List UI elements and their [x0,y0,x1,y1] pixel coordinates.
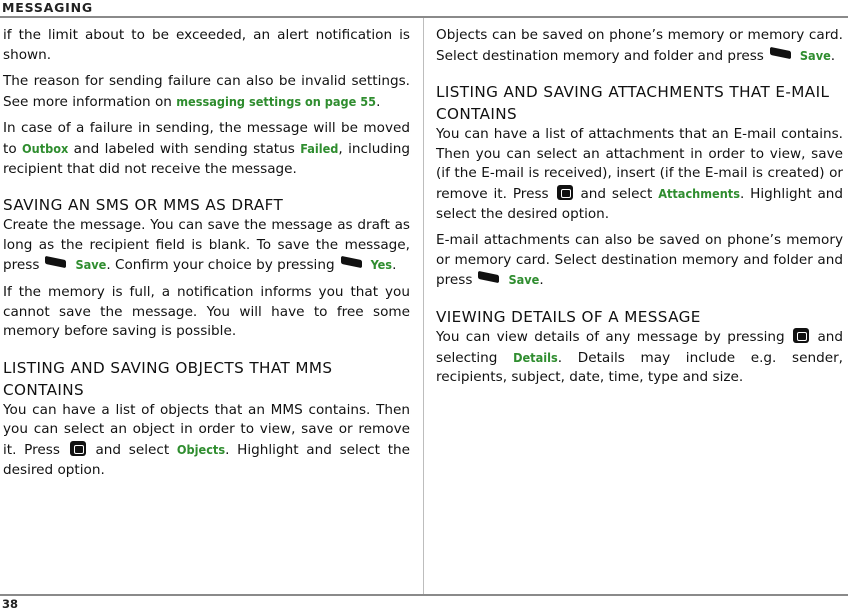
section-heading-details: VIEWING DETAILS OF A MESSAGE [436,307,701,326]
text: In case of a failure in sending, the message will be moved to [3,120,410,157]
paragraph [3,283,410,342]
header-title: MESSAGING [2,0,93,15]
text: . Confirm your choice by pressing [106,257,335,274]
messaging-settings-link[interactable]: messaging settings on page 55 [176,93,377,109]
text: . [539,272,544,289]
left-column [3,26,410,487]
paragraph [3,216,410,276]
page-number: 38 [2,597,19,611]
text: E-mail attachments can also be saved on phone’s memory or memory card. Select destination memory and folder and press [436,232,843,289]
text: Create the message. You can save the message as draft as long as the recipient field is blank. To save the message, press [3,217,410,274]
left-softkey-icon [476,270,502,286]
section-heading-draft: SAVING AN SMS OR MMS AS DRAFT [3,196,284,215]
text: . Details may include e.g. sender, recipients, subject, date, time, type and size. [436,349,843,386]
options-key-icon [557,185,573,200]
paragraph [3,72,410,112]
footer-rule [0,594,848,596]
keyword-attachments: Attachments [658,185,740,201]
keyword-objects: Objects [176,441,226,457]
text: . Highlight and select the desired option. [3,441,411,478]
text: You can have a list of objects that an MMS contains. Then you can select an object in order to view, save or remove it. Press [3,401,410,458]
left-softkey-icon [768,46,794,62]
paragraph [3,26,410,65]
keyword-save: Save [508,272,540,288]
text: . [376,93,381,110]
text: You can view details of any message by pressing [436,328,785,345]
options-key-icon [793,328,809,343]
text: and labeled with sending status [68,140,301,157]
paragraph [436,26,843,66]
section-heading-attachments: LISTING AND SAVING ATTACHMENTS THAT E-MAIL CONTAINS [436,83,830,124]
text: . [392,257,397,274]
options-key-icon [70,441,86,456]
keyword-save: Save [799,47,831,63]
text: and select [580,185,659,202]
text: if the limit about to be exceeded, an alert notification is shown. [3,27,410,63]
text: The reason for sending failure can also be invalid settings. See more information on [3,73,410,110]
column-divider [423,18,424,594]
keyword-outbox: Outbox [22,140,69,156]
paragraph [436,328,843,388]
text: and selecting [436,328,844,366]
text: Objects can be saved on phone’s memory or memory card. Select destination memory and folder and press [436,27,843,64]
keyword-yes: Yes [370,257,393,273]
keyword-save: Save [75,257,107,273]
text: . [830,47,836,64]
left-softkey-icon [339,255,365,271]
section-heading-objects: LISTING AND SAVING OBJECTS THAT MMS CONTAINS [3,358,333,399]
paragraph [436,231,843,291]
left-softkey-icon [43,255,69,271]
text: , including recipient that did not receive the message. [3,140,410,177]
paragraph [3,401,410,480]
paragraph [436,125,843,224]
text: and select [95,441,177,458]
text: You can have a list of attachments that an E-mail contains. Then you can select an attachment in order to view, save (if the E-mail is received), insert (if the E-mail is created) or remove it. Press [436,126,843,202]
keyword-failed: Failed [300,140,339,156]
paragraph [3,119,410,179]
keyword-details: Details [513,349,558,365]
text: . Highlight and select the desired option. [436,185,844,222]
text: If the memory is full, a notification informs you that you cannot save the message. You will have to free some memory before saving is possible. [3,283,410,340]
header-rule [0,16,848,18]
right-column [436,26,843,395]
